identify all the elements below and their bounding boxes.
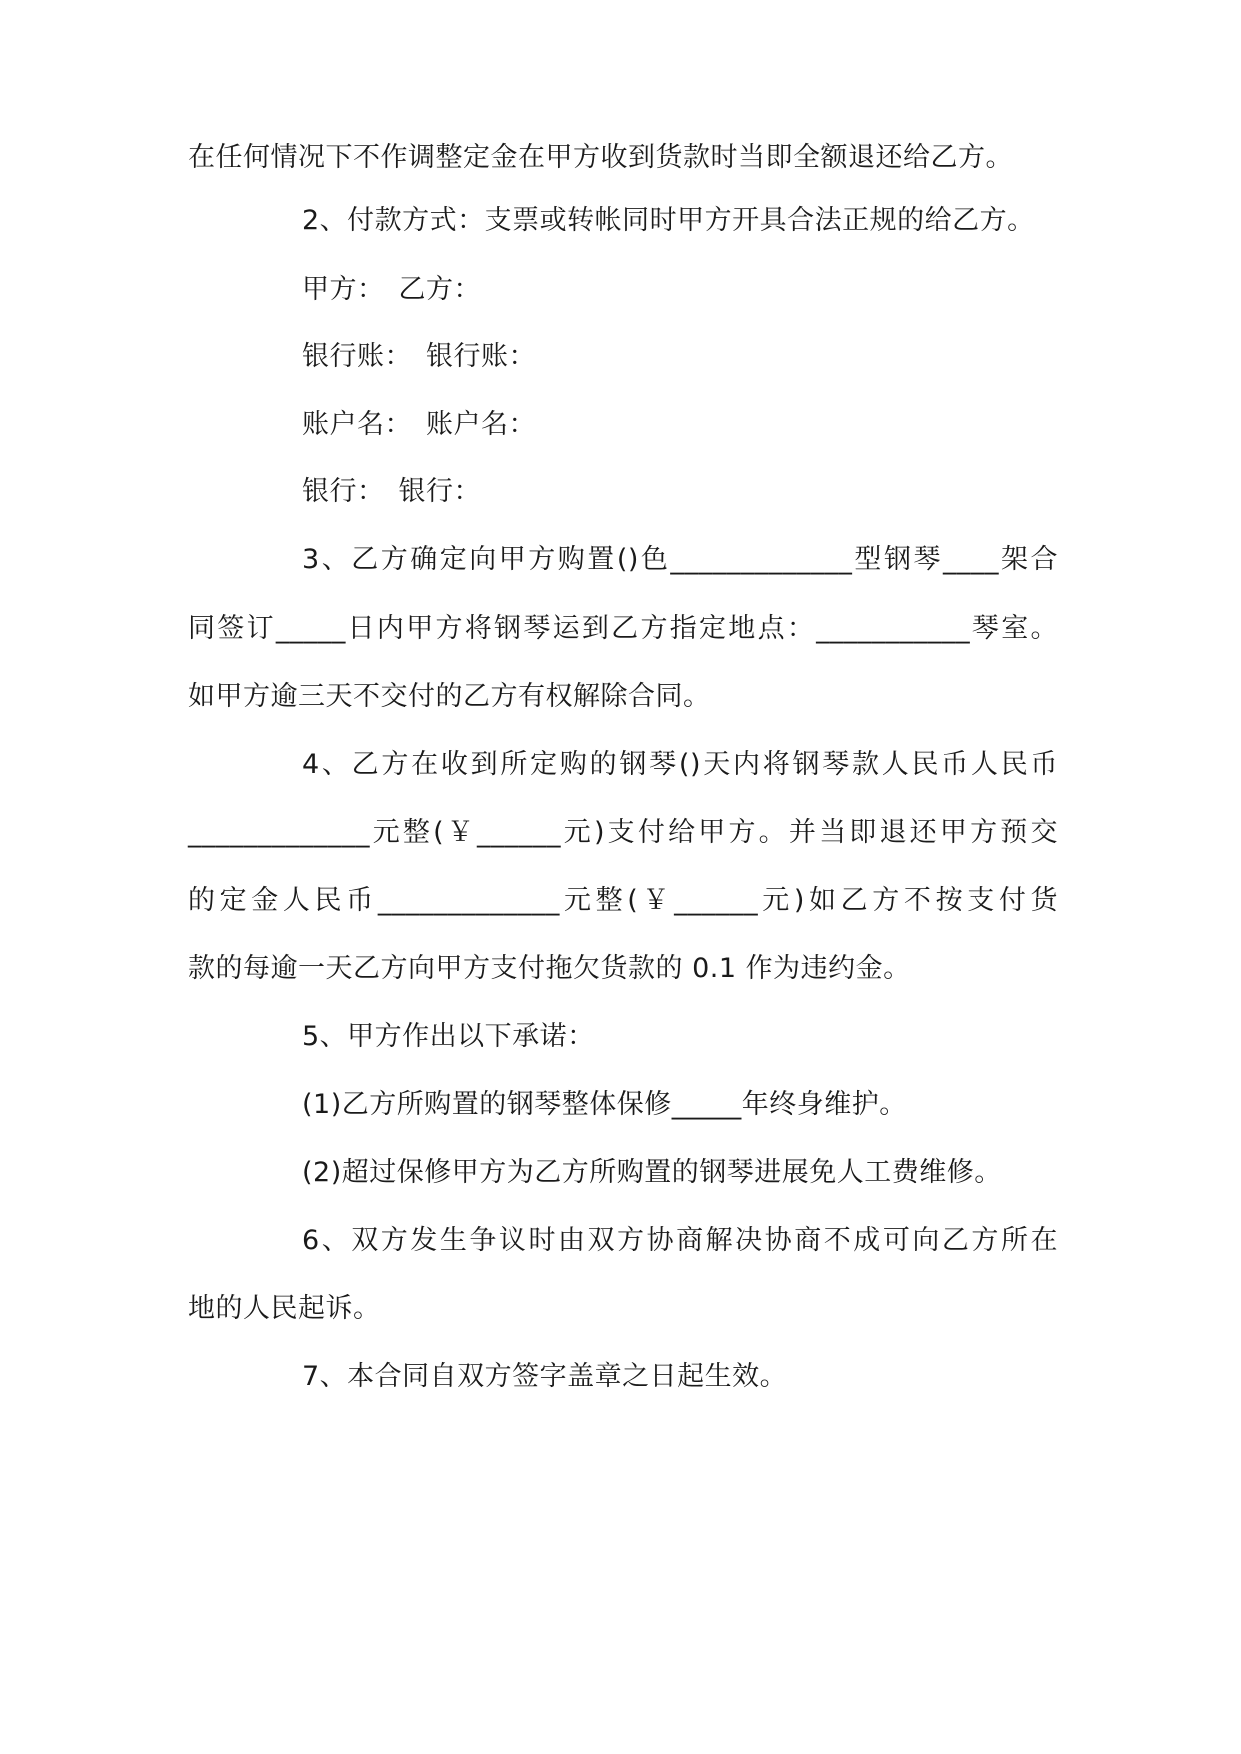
party-labels: 甲方： 乙方：: [302, 274, 481, 305]
clause-5-heading: 5、甲方作出以下承诺：: [302, 1021, 595, 1052]
clause-6-line-1: 6、双方发生争议时由双方协商解决协商不成可向乙方所在: [302, 1225, 1058, 1256]
bank-labels: 银行： 银行：: [302, 476, 481, 507]
clause-4-line-1: 4、乙方在收到所定购的钢琴()天内将钢琴款人民币人民币: [302, 749, 1058, 780]
bank-account-labels: 银行账： 银行账：: [302, 341, 536, 372]
clause-4-line-4: 款的每逾一天乙方向甲方支付拖欠货款的 0.1 作为违约金。: [188, 953, 911, 984]
paragraph-line-1: 在任何情况下不作调整定金在甲方收到货款时当即全额退还给乙方。: [188, 142, 1013, 173]
clause-4-line-2: _____________元整(￥______元)支付给甲方。并当即退还甲方预交: [188, 817, 1058, 848]
clause-3-line-3: 如甲方逾三天不交付的乙方有权解除合同。: [188, 681, 711, 712]
clause-3-line-2: 同签订_____日内甲方将钢琴运到乙方指定地点：___________琴室。: [188, 613, 1058, 644]
clause-2-payment-method: 2、付款方式：支票或转帐同时甲方开具合法正规的给乙方。: [302, 205, 1035, 236]
clause-7: 7、本合同自双方签字盖章之日起生效。: [302, 1361, 788, 1392]
clause-4-line-3: 的定金人民币_____________元整(￥______元)如乙方不按支付货: [188, 885, 1058, 916]
clause-5-item-1: (1)乙方所购置的钢琴整体保修_____年终身维护。: [302, 1089, 907, 1120]
clause-6-line-2: 地的人民起诉。: [188, 1293, 381, 1324]
clause-3-line-1: 3、乙方确定向甲方购置()色_____________型钢琴____架合: [302, 544, 1058, 575]
clause-5-item-2: (2)超过保修甲方为乙方所购置的钢琴进展免人工费维修。: [302, 1157, 1002, 1188]
account-name-labels: 账户名： 账户名：: [302, 409, 536, 440]
